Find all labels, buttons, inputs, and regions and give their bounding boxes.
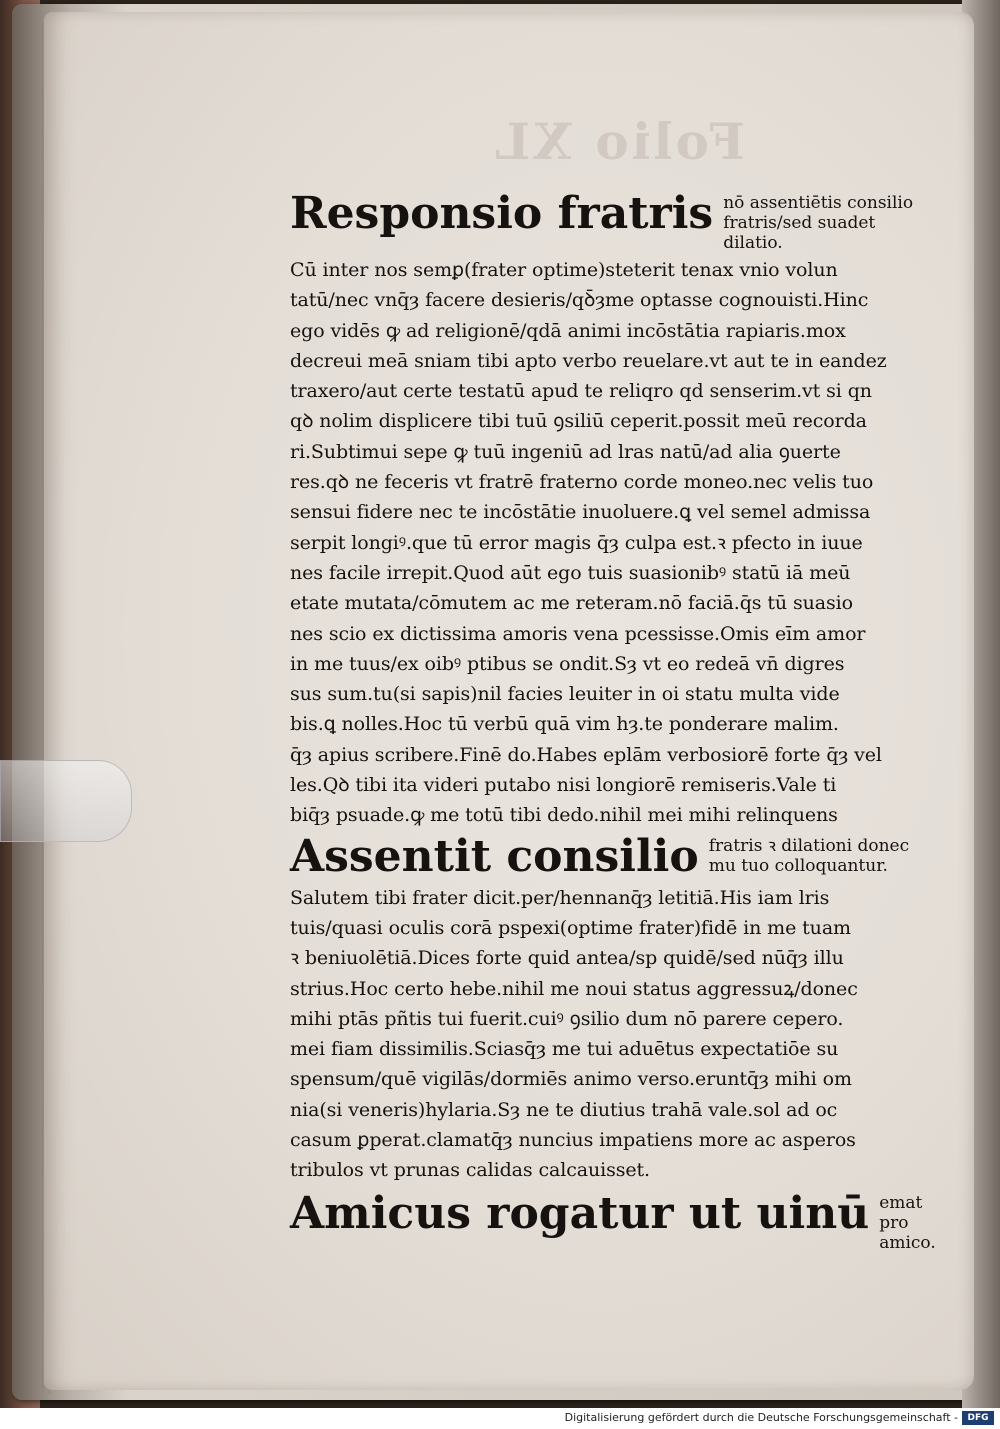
text-line: tuis/quasi oculis corā pspexi(optime frater)fidē in me tuam	[290, 916, 851, 939]
text-line: casum ꝑperat.clamatq̄ȝ nuncius impatiens more ac asperos	[290, 1129, 856, 1152]
section-body-assentit	[290, 883, 915, 1186]
subheading-amicus: emat pro amico.	[879, 1192, 936, 1253]
text-line: sus sum.tu(si sapis)nil facies leuiter in oi statu multa vide	[290, 683, 840, 706]
text-line: strius.Hoc certo hebe.nihil me noui status aggressuꝝ/donec	[290, 977, 858, 1000]
text-line: ego vidēs ꝙ ad religionē/qdā animi incōstātia rapiaris.mox	[290, 319, 846, 342]
text-line: mei fiam dissimilis.Sciasq̄ȝ me tui aduētus expectatiōe su	[290, 1038, 839, 1061]
text-line: Salutem tibi frater dicit.per/hennanq̄ȝ letitiā.His iam lris	[290, 886, 830, 909]
text-line: Cū inter nos semꝑ(frater optime)steterit tenax vnio volun	[290, 259, 838, 281]
text-line: nes facile irrepit.Quod aūt ego tuis suasionibꝰ statū iā meū	[290, 561, 851, 584]
section-heading-responsio	[290, 190, 915, 253]
text-line: ꝛ beniuolētiā.Dices forte quid antea/sp quidē/sed nūq̄ȝ illu	[290, 947, 844, 970]
text-line: spensum/quē vigilās/dormiēs animo verso.eruntq̄ȝ mihi om	[290, 1068, 852, 1091]
subheading-responsio: nō assentiētis consilio fratris/sed suadet dilatio.	[723, 193, 914, 253]
text-line: biq̄ȝ psuade.ꝙ me totū tibi dedo.nihil mei mihi relinquens	[290, 804, 838, 827]
text-line: ri.Subtimui sepe ꝙ tuū ingeniū ad lras natū/ad alia ꝯuerte	[290, 440, 841, 463]
text-line: in me tuus/ex oibꝰ ptibus se ondit.Sȝ vt eo redeā vn̄ digres	[290, 652, 845, 675]
text-line: res.qꝺ ne feceris vt fratrē fraterno corde moneo.nec velis tuo	[290, 471, 874, 494]
text-line: sensui fidere nec te incōstātie inuoluere.ꝗ vel semel admissa	[290, 501, 871, 524]
text-line: tatū/nec vnq̄ȝ facere desieris/qꝺ̄ȝme optasse cognouisti.Hinc	[290, 289, 869, 312]
text-line: decreui meā sniam tibi apto verbo reuelare.vt aut te in eandez	[290, 349, 887, 372]
text-line: qꝺ nolim displicere tibi tuū ꝯsiliū ceperit.possit meū recorda	[290, 410, 867, 433]
text-line: les.Qꝺ tibi ita videri putabo nisi longiorē remiseris.Vale ti	[290, 774, 837, 797]
page-clip	[0, 760, 132, 842]
dfg-logo: DFG	[962, 1411, 994, 1425]
text-line: serpit longiꝰ.que tū error magis q̄ȝ culpa est.ꝛ pfecto in iuue	[290, 531, 863, 554]
section-heading-assentit	[290, 830, 915, 882]
show-through-folio: Folio XL	[492, 112, 745, 171]
text-line: q̄ȝ apius scribere.Finē do.Habes eplām verbosiorē forte q̄ȝ vel	[290, 743, 882, 766]
footer-bar	[0, 1408, 1000, 1429]
heading-amicus: Amicus rogatur ut uinū	[290, 1187, 870, 1239]
section-heading-amicus	[290, 1187, 936, 1253]
heading-assentit: Assentit consilio	[290, 830, 699, 882]
text-line: nia(si veneris)hylaria.Sȝ ne te diutius trahā vale.sol ad oc	[290, 1098, 838, 1121]
text-line: nes scio ex dictissima amoris vena pcessisse.Omis eīm amor	[290, 622, 866, 645]
text-line: etate mutata/cōmutem ac me reteram.nō faciā.q̄s tū suasio	[290, 592, 853, 615]
funding-notice: Digitalisierung gefördert durch die Deutsche Forschungsgemeinschaft -	[564, 1411, 958, 1424]
text-line: mihi ptās pñtis tui fuerit.cuiꝰ ꝯsilio dum nō parere cepero.	[290, 1007, 844, 1030]
text-line: tribulos vt prunas calidas calcauisset.	[290, 1159, 650, 1182]
text-line: bis.ꝗ nolles.Hoc tū verbū quā vim hȝ.te ponderare malim.	[290, 713, 839, 736]
subheading-assentit: fratris ꝛ dilationi donec mu tuo colloquantur.	[708, 835, 910, 876]
heading-responsio: Responsio fratris	[290, 188, 714, 239]
text-line: traxero/aut certe testatū apud te reliqro qd senserim.vt si qn	[290, 380, 872, 403]
section-body-responsio	[290, 255, 915, 831]
printed-text	[290, 188, 936, 1253]
